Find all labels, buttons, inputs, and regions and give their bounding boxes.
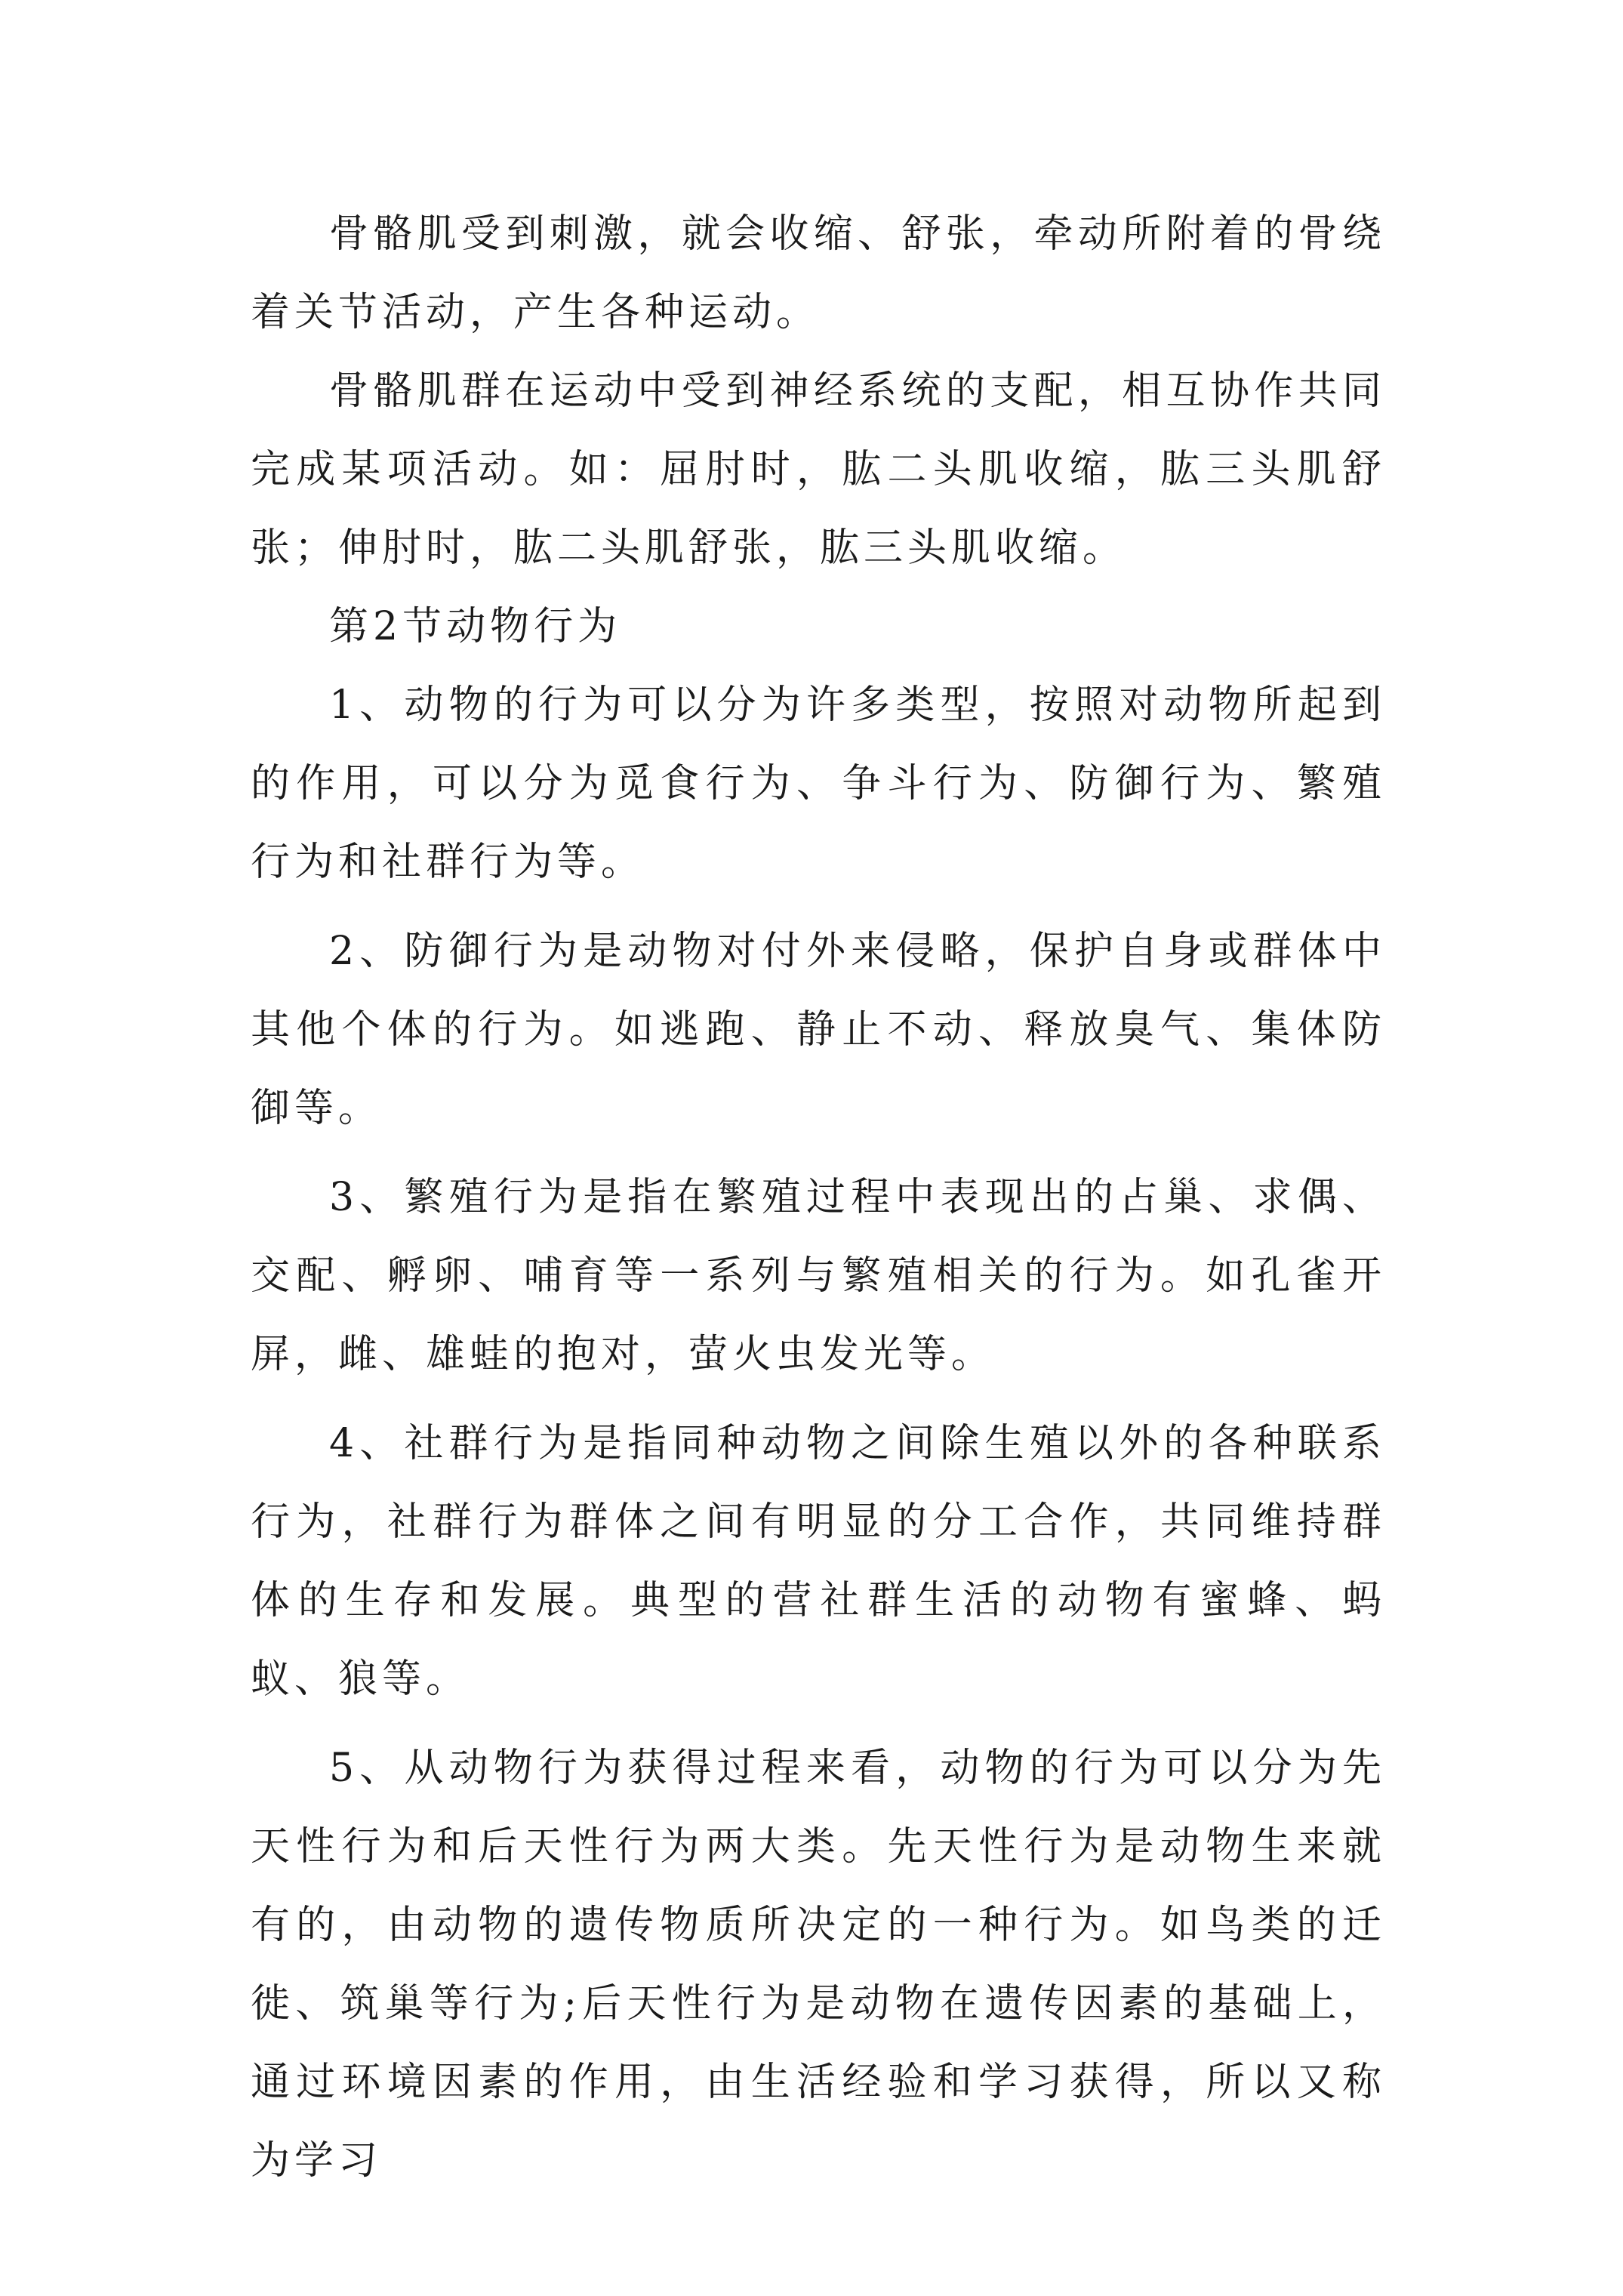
document-body bbox=[251, 195, 1386, 2200]
paragraph-behavior-types: 1、动物的行为可以分为许多类型，按照对动物所起到的作用，可以分为觅食行为、争斗行为、防御行为、繁殖行为和社群行为等。 bbox=[251, 683, 1386, 885]
paragraph-skeletal-muscle-contraction: 骨骼肌受到刺激，就会收缩、舒张，牵动所附着的骨绕着关节活动，产生各种运动。 bbox=[251, 211, 1386, 335]
paragraph-social-behavior: 4、社群行为是指同种动物之间除生殖以外的各种联系行为，社群行为群体之间有明显的分工合作，共同维持群体的生存和发展。典型的营社群生活的动物有蜜蜂、蚂蚁、狼等。 bbox=[251, 1421, 1386, 1702]
paragraph-defense-behavior: 2、防御行为是动物对付外来侵略，保护自身或群体中其他个体的行为。如逃跑、静止不动、释放臭气、集体防御等。 bbox=[251, 929, 1386, 1131]
paragraph-muscle-group-coordination: 骨骼肌群在运动中受到神经系统的支配，相互协作共同完成某项活动。如：屈肘时，肱二头肌收缩，肱三头肌舒张；伸肘时，肱二头肌舒张，肱三头肌收缩。 bbox=[251, 368, 1386, 571]
paragraph-reproductive-behavior: 3、繁殖行为是指在繁殖过程中表现出的占巢、求偶、交配、孵卵、哺育等一系列与繁殖相关的行为。如孔雀开屏，雌、雄蛙的抱对，萤火虫发光等。 bbox=[251, 1175, 1386, 1377]
section-heading-animal-behavior: 第2节动物行为 bbox=[329, 604, 622, 649]
paragraph-innate-learned-behavior: 5、从动物行为获得过程来看，动物的行为可以分为先天性行为和后天性行为两大类。先天性行为是动物生来就有的，由动物的遗传物质所决定的一种行为。如鸟类的迁徙、筑巢等行为;后天性行为是动物在遗传因素的基础上，通过环境因素的作用，由生活经验和学习获得，所以又称为学习 bbox=[251, 1746, 1386, 2184]
